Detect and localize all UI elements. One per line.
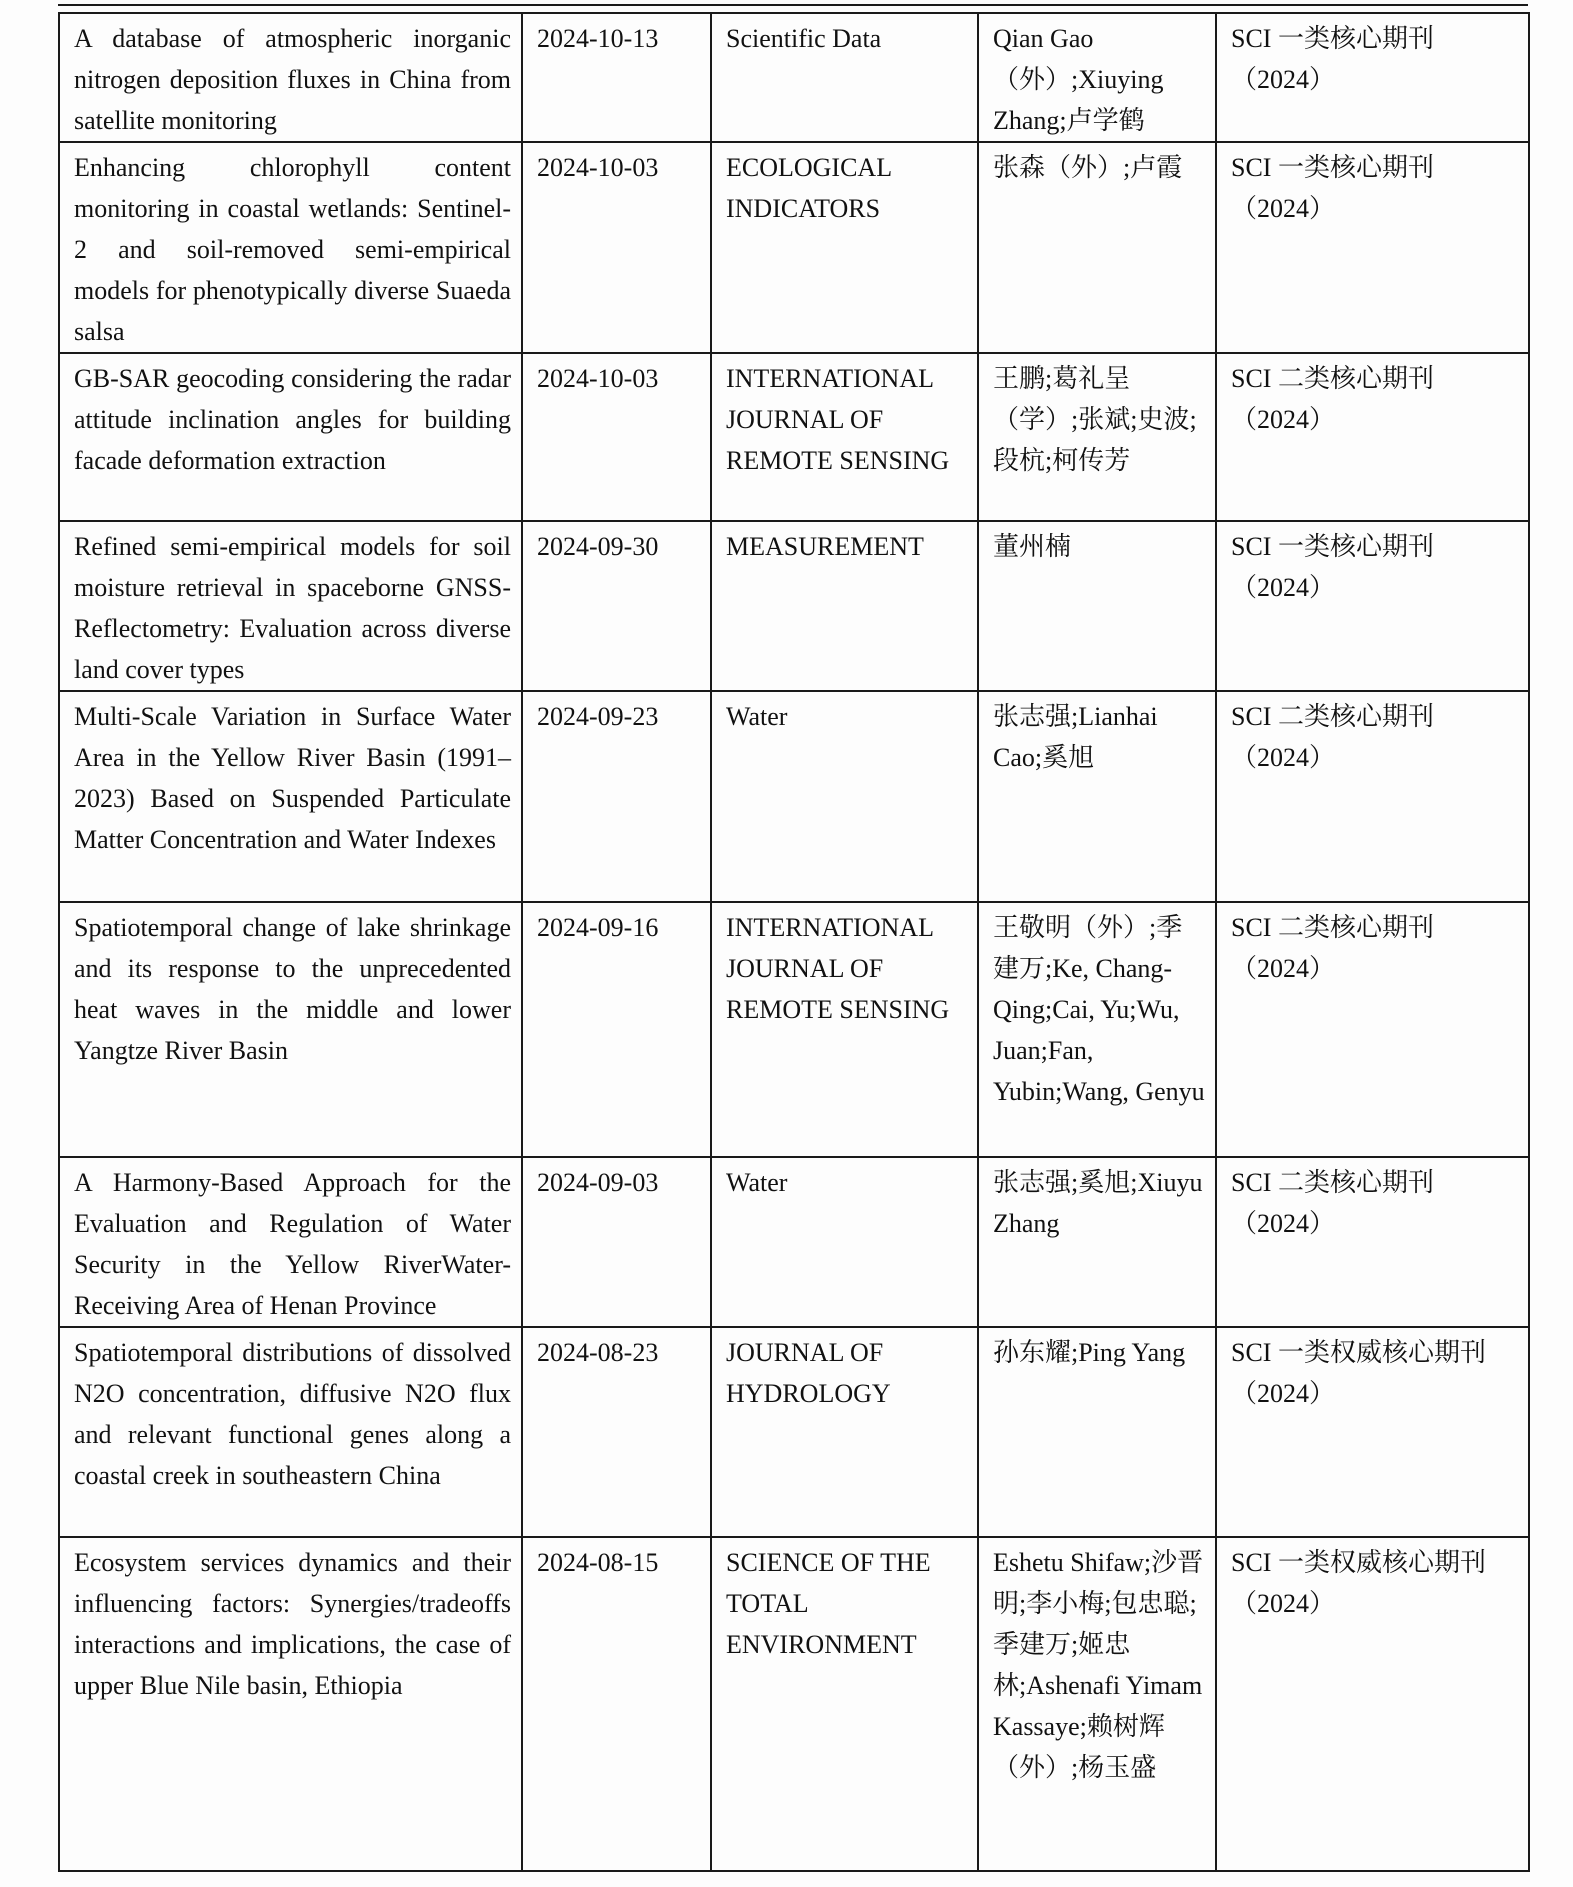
table-row <box>59 1157 1529 1327</box>
cell-classification: SCI 一类核心期刊（2024） <box>1216 521 1529 691</box>
cell-classification: SCI 一类权威核心期刊（2024） <box>1216 1327 1529 1537</box>
cell-journal-name: ECOLOGICAL INDICATORS <box>711 142 978 353</box>
cell-journal-name: Water <box>711 691 978 902</box>
cell-paper-title: Refined semi-empirical models for soil moisture retrieval in spaceborne GNSS-Reflectometry: Evaluation across diverse land cover types <box>59 521 522 691</box>
cell-publish-date: 2024-08-15 <box>522 1537 711 1871</box>
cell-paper-title: Enhancing chlorophyll content monitoring in coastal wetlands: Sentinel-2 and soil-removed semi-empirical models for phenotypically diverse Suaeda salsa <box>59 142 522 353</box>
cell-journal-name: MEASUREMENT <box>711 521 978 691</box>
table-row <box>59 902 1529 1157</box>
table-row <box>59 13 1529 142</box>
table-row <box>59 691 1529 902</box>
table-row <box>59 142 1529 353</box>
cell-publish-date: 2024-10-03 <box>522 353 711 521</box>
cell-journal-name: JOURNAL OF HYDROLOGY <box>711 1327 978 1537</box>
table-row <box>59 353 1529 521</box>
cell-classification: SCI 二类核心期刊（2024） <box>1216 353 1529 521</box>
cell-classification: SCI 一类核心期刊（2024） <box>1216 142 1529 353</box>
cell-authors: 张志强;奚旭;Xiuyu Zhang <box>978 1157 1216 1327</box>
table-row <box>59 521 1529 691</box>
cell-authors: Qian Gao（外）;Xiuying Zhang;卢学鹤 <box>978 13 1216 142</box>
cell-publish-date: 2024-09-03 <box>522 1157 711 1327</box>
cell-classification: SCI 二类核心期刊（2024） <box>1216 1157 1529 1327</box>
cell-authors: 王鹏;葛礼呈（学）;张斌;史波;段杭;柯传芳 <box>978 353 1216 521</box>
cell-journal-name: SCIENCE OF THE TOTAL ENVIRONMENT <box>711 1537 978 1871</box>
cell-paper-title: A Harmony-Based Approach for the Evaluation and Regulation of Water Security in the Yellow RiverWater-Receiving Area of Henan Province <box>59 1157 522 1327</box>
cell-classification: SCI 二类核心期刊（2024） <box>1216 902 1529 1157</box>
cell-publish-date: 2024-08-23 <box>522 1327 711 1537</box>
cell-paper-title: Spatiotemporal distributions of dissolved N2O concentration, diffusive N2O flux and relevant functional genes along a coastal creek in southeastern China <box>59 1327 522 1537</box>
cell-paper-title: Multi-Scale Variation in Surface Water Area in the Yellow River Basin (1991–2023) Based on Suspended Particulate Matter Concentration and Water Indexes <box>59 691 522 902</box>
cell-authors: 王敬明（外）;季建万;Ke, Chang-Qing;Cai, Yu;Wu, Juan;Fan, Yubin;Wang, Genyu <box>978 902 1216 1157</box>
cell-classification: SCI 二类核心期刊（2024） <box>1216 691 1529 902</box>
cell-journal-name: Scientific Data <box>711 13 978 142</box>
table-top-rule <box>58 4 1528 6</box>
cell-paper-title: GB-SAR geocoding considering the radar attitude inclination angles for building facade deformation extraction <box>59 353 522 521</box>
table-row <box>59 1537 1529 1871</box>
cell-authors: 张森（外）;卢霞 <box>978 142 1216 353</box>
cell-publish-date: 2024-09-16 <box>522 902 711 1157</box>
cell-publish-date: 2024-09-23 <box>522 691 711 902</box>
publications-table <box>58 12 1530 1872</box>
cell-authors: 张志强;Lianhai Cao;奚旭 <box>978 691 1216 902</box>
table-row <box>59 1327 1529 1537</box>
cell-journal-name: Water <box>711 1157 978 1327</box>
cell-paper-title: Ecosystem services dynamics and their influencing factors: Synergies/tradeoffs interactions and implications, the case of upper Blue Nile basin, Ethiopia <box>59 1537 522 1871</box>
cell-paper-title: Spatiotemporal change of lake shrinkage and its response to the unprecedented heat waves in the middle and lower Yangtze River Basin <box>59 902 522 1157</box>
cell-authors: Eshetu Shifaw;沙晋明;李小梅;包忠聪;季建万;姬忠林;Ashenafi Yimam Kassaye;赖树辉（外）;杨玉盛 <box>978 1537 1216 1871</box>
cell-publish-date: 2024-09-30 <box>522 521 711 691</box>
cell-journal-name: INTERNATIONAL JOURNAL OF REMOTE SENSING <box>711 353 978 521</box>
cell-authors: 孙东耀;Ping Yang <box>978 1327 1216 1537</box>
cell-publish-date: 2024-10-03 <box>522 142 711 353</box>
cell-publish-date: 2024-10-13 <box>522 13 711 142</box>
cell-authors: 董州楠 <box>978 521 1216 691</box>
cell-classification: SCI 一类权威核心期刊（2024） <box>1216 1537 1529 1871</box>
cell-classification: SCI 一类核心期刊（2024） <box>1216 13 1529 142</box>
cell-paper-title: A database of atmospheric inorganic nitrogen deposition fluxes in China from satellite monitoring <box>59 13 522 142</box>
cell-journal-name: INTERNATIONAL JOURNAL OF REMOTE SENSING <box>711 902 978 1157</box>
